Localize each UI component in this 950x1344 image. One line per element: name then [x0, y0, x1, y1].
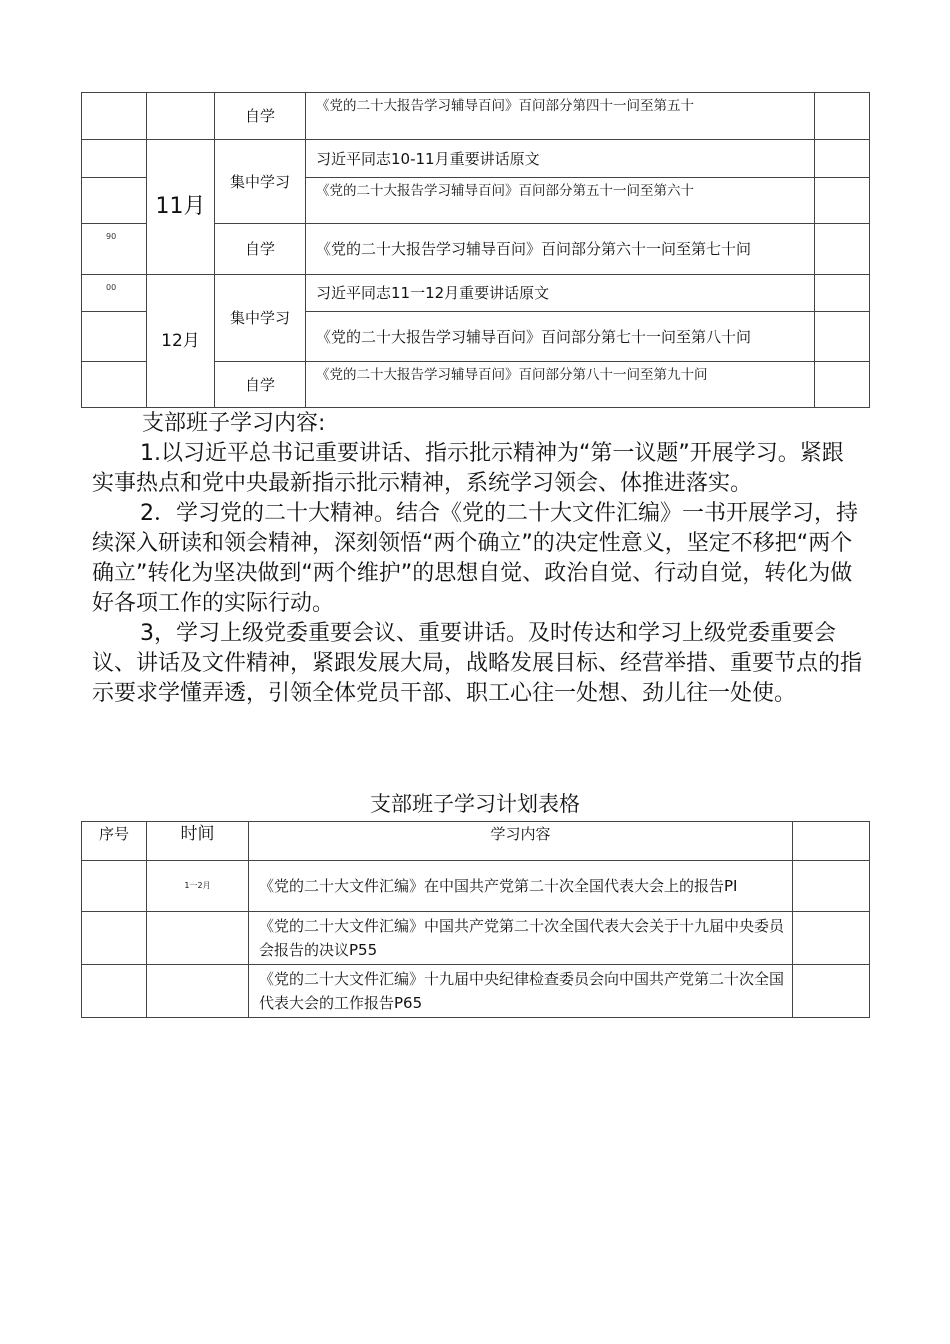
study-plan-table: [81, 821, 870, 1018]
paragraph-1: 1.以习近平总书记重要讲话、指示批示精神为“第一议题”开展学习。紧跟实事热点和党中央最新指示批示精神，系统学习领会、体推进落实。: [92, 441, 844, 496]
time-cell: 1一2月: [147, 861, 249, 912]
header-time: 时间: [147, 822, 249, 861]
table-row: [82, 861, 870, 912]
paragraph-2: 2．学习党的二十大精神。结合《党的二十大文件汇编》一书开展学习，持续深入研读和领会精神，深刻领悟“两个确立”的决定性意义，坚定不移把“两个确立”转化为坚决做到“两个维护”的思想自觉、政治自觉、行动自觉，转化为做好各项工作的实际行动。: [92, 501, 858, 616]
study-content: 《党的二十大报告学习辅导百问》百问部分第四十一问至第五十: [306, 93, 815, 140]
section-heading: 支部班子学习内容:: [142, 411, 326, 436]
header-content: 学习内容: [249, 822, 793, 861]
table-row: [82, 93, 870, 140]
paragraph-3: 3，学习上级党委重要会议、重要讲话。及时传达和学习上级党委重要会议、讲话及文件精神，紧跟发展大局，战略发展目标、经营举措、重要节点的指示要求学懂弄透，引领全体党员干部、职工心往一处想、劲儿往一处使。: [92, 621, 863, 706]
table-row: [82, 912, 870, 965]
study-content: 《党的二十大报告学习辅导百问》百问部分第六十一问至第七十问: [306, 224, 815, 275]
study-type: 集中学习: [215, 140, 306, 224]
month-november: 11月: [147, 140, 215, 275]
study-content: 习近平同志11一12月重要讲话原文: [306, 275, 815, 312]
study-content: 《党的二十大报告学习辅导百问》百问部分第八十一问至第九十问: [306, 362, 815, 408]
table-row: [82, 965, 870, 1018]
plan-content: 《党的二十大文件汇编》在中国共产党第二十次全国代表大会上的报告PI: [249, 861, 793, 912]
month-december: 12月: [147, 275, 215, 408]
table-row: [82, 140, 870, 178]
study-type: 自学: [215, 224, 306, 275]
plan-table-title: 支部班子学习计划表格: [370, 792, 580, 816]
study-content: 《党的二十大报告学习辅导百问》百问部分第七十一问至第八十问: [306, 312, 815, 362]
plan-content: 《党的二十大文件汇编》中国共产党第二十次全国代表大会关于十九届中央委员会报告的决议P55: [249, 912, 793, 965]
table-row: [82, 275, 870, 312]
study-type: 自学: [215, 362, 306, 408]
study-content: 习近平同志10-11月重要讲话原文: [306, 140, 815, 178]
study-schedule-table: [81, 92, 870, 408]
study-type: 集中学习: [215, 275, 306, 362]
study-content: 《党的二十大报告学习辅导百问》百问部分第五十一问至第六十: [306, 178, 815, 224]
row-mark: 90: [82, 224, 147, 275]
section-body: [92, 409, 862, 709]
table-header-row: [82, 822, 870, 861]
plan-content: 《党的二十大文件汇编》十九届中央纪律检查委员会向中国共产党第二十次全国代表大会的工作报告P65: [249, 965, 793, 1018]
header-index: 序号: [82, 822, 147, 861]
row-mark: 00: [82, 275, 147, 312]
study-type: 自学: [215, 93, 306, 140]
